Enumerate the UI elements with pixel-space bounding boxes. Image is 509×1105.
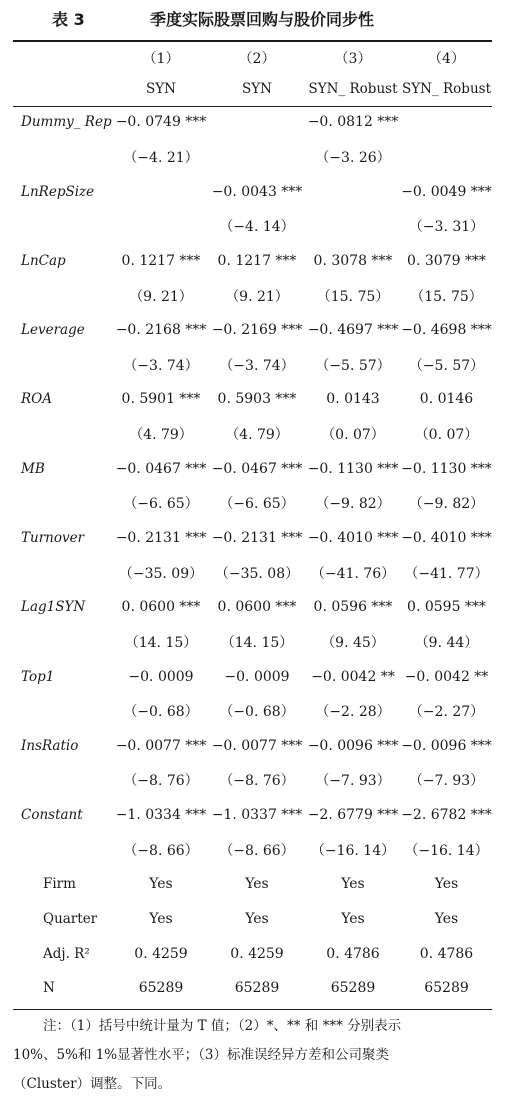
coefficient-cell: 0. 3078 ***: [313, 252, 393, 269]
coefficient-cell: −0. 2168 ***: [115, 322, 207, 339]
row-blank: [13, 417, 113, 452]
coefficient-cell: −0. 0042 **: [311, 668, 395, 685]
t-stat-cell: （4. 79）: [225, 427, 289, 444]
stat-value: 65289: [424, 980, 469, 997]
variable-name: LnRepSize: [21, 183, 95, 200]
coefficient-cell: −0. 2169 ***: [211, 322, 303, 339]
coef-row: [13, 105, 492, 140]
variable-name: Lag1SYN: [21, 599, 86, 616]
t-stat-cell: （−4. 14）: [219, 219, 295, 236]
t-stat-cell: （−3. 31）: [408, 219, 485, 236]
t-stat-cell: （−7. 93）: [315, 773, 391, 790]
note-line: 注：（1）括号中统计量为 T 值；（2）*、** 和 *** 分别表示: [43, 1018, 402, 1034]
t-stat-cell: [401, 140, 492, 175]
row-blank: [13, 278, 113, 313]
variable-name: MB: [21, 460, 45, 477]
t-stat-cell: （−8. 66）: [219, 842, 295, 859]
table-caption: 季度实际股票回购与股价同步性: [150, 10, 375, 29]
coef-row: [13, 521, 492, 556]
t-stat-cell: （−3. 74）: [219, 357, 295, 374]
column-number: （3）: [334, 51, 372, 67]
variable-name: LnCap: [21, 252, 66, 269]
t-stat-cell: [113, 209, 209, 244]
row-blank: [13, 209, 113, 244]
variable-name: Top1: [21, 668, 55, 685]
coef-row: [13, 244, 492, 279]
coefficient-cell: −0. 0077 ***: [211, 737, 303, 754]
coefficient-cell: [305, 174, 401, 209]
stat-value: 0. 4786: [419, 945, 474, 962]
coefficient-cell: 0. 0595 ***: [407, 599, 486, 616]
variable-name: Turnover: [21, 529, 85, 546]
coefficient-cell: 0. 0143: [326, 391, 380, 408]
t-stat-cell: （−16. 14）: [310, 842, 396, 859]
variable-name: Leverage: [21, 322, 85, 339]
stat-row: [13, 902, 492, 937]
row-blank: [13, 832, 113, 867]
row-blank: [13, 486, 113, 521]
stat-value: Yes: [149, 876, 173, 893]
t-stat-cell: （−6. 65）: [219, 496, 295, 513]
coefficient-cell: −0. 1130 ***: [307, 460, 399, 477]
coefficient-cell: −0. 0749 ***: [115, 114, 207, 131]
t-stat-row: [13, 832, 492, 867]
stat-value: 65289: [330, 980, 376, 997]
stat-value: 0. 4786: [326, 945, 380, 962]
variable-name: ROA: [21, 391, 52, 408]
stat-label: Quarter: [43, 910, 98, 927]
top-rule: [13, 40, 492, 42]
stat-value: 65289: [138, 980, 184, 997]
header-blank: [13, 44, 113, 72]
table-title: [0, 4, 509, 30]
t-stat-cell: [209, 140, 305, 175]
t-stat-cell: （−35. 09）: [118, 565, 204, 582]
t-stat-cell: （−2. 27）: [408, 704, 485, 721]
coefficient-cell: 0. 5901 ***: [121, 391, 201, 408]
t-stat-row: [13, 347, 492, 382]
t-stat-row: [13, 763, 492, 798]
dependent-variable: SYN_ Robust: [402, 80, 491, 97]
t-stat-cell: （−0. 68）: [123, 704, 199, 721]
stat-label: Firm: [43, 876, 76, 893]
coefficient-cell: −0. 4698 ***: [401, 322, 492, 339]
t-stat-row: [13, 278, 492, 313]
coefficient-cell: 0. 0596 ***: [313, 599, 393, 616]
coef-row: [13, 451, 492, 486]
coef-row: [13, 174, 492, 209]
coefficient-cell: −0. 0096 ***: [401, 737, 492, 754]
t-stat-cell: （−3. 26）: [315, 149, 391, 166]
t-stat-cell: （−8. 66）: [123, 842, 199, 859]
t-stat-cell: （−2. 28）: [315, 704, 391, 721]
t-stat-row: [13, 625, 492, 660]
t-stat-cell: （−16. 14）: [404, 842, 489, 859]
t-stat-cell: （−3. 74）: [123, 357, 199, 374]
variable-name: Dummy_ Rep: [21, 114, 112, 131]
t-stat-cell: （9. 21）: [225, 288, 289, 305]
t-stat-cell: （−6. 65）: [123, 496, 199, 513]
t-stat-cell: （0. 07）: [414, 427, 479, 444]
column-number: （1）: [142, 51, 180, 67]
stat-value: Yes: [245, 910, 269, 927]
t-stat-cell: （0. 07）: [321, 427, 385, 444]
coefficient-cell: −0. 4010 ***: [307, 529, 399, 546]
coefficient-cell: 0. 1217 ***: [217, 252, 297, 269]
coefficient-cell: −0. 0812 ***: [307, 114, 399, 131]
t-stat-row: [13, 555, 492, 590]
header-row-numbers: [13, 44, 492, 72]
t-stat-cell: （9. 44）: [414, 634, 479, 651]
coef-row: [13, 382, 492, 417]
coefficient-cell: [209, 105, 305, 140]
coefficient-cell: −0. 0009: [128, 668, 194, 685]
coef-row: [13, 313, 492, 348]
coef-row: [13, 798, 492, 833]
t-stat-row: [13, 417, 492, 452]
note-line: （Cluster）调整。下同。: [13, 1076, 172, 1092]
t-stat-row: [13, 694, 492, 729]
regression-table: [13, 44, 492, 1005]
coefficient-cell: −0. 2131 ***: [211, 529, 303, 546]
t-stat-cell: （−4. 21）: [123, 149, 199, 166]
row-blank: [13, 555, 113, 590]
t-stat-cell: （−8. 76）: [219, 773, 295, 790]
stat-value: Yes: [341, 876, 365, 893]
coefficient-cell: −2. 6779 ***: [307, 807, 399, 824]
t-stat-cell: （−7. 93）: [408, 773, 485, 790]
coefficient-cell: −0. 0077 ***: [115, 737, 207, 754]
row-blank: [13, 763, 113, 798]
t-stat-cell: （14. 15）: [220, 634, 294, 651]
coefficient-cell: −0. 1130 ***: [401, 460, 492, 477]
variable-name: InsRatio: [21, 737, 79, 754]
dependent-variable: SYN: [146, 80, 176, 97]
t-stat-cell: （−35. 08）: [214, 565, 300, 582]
stat-value: 0. 4259: [230, 945, 284, 962]
coef-row: [13, 729, 492, 764]
coefficient-cell: [401, 105, 492, 140]
coefficient-cell: −0. 0467 ***: [115, 460, 207, 477]
stat-value: 65289: [234, 980, 280, 997]
coef-row: [13, 659, 492, 694]
header-blank: [13, 72, 113, 105]
stat-value: Yes: [434, 910, 459, 927]
column-number: （4）: [428, 51, 465, 67]
coef-row: [13, 590, 492, 625]
note-line: 10%、5%和 1%显著性水平；（3）标准误经异方差和公司聚类: [13, 1047, 389, 1063]
stat-label: N: [43, 980, 55, 997]
t-stat-cell: （14. 15）: [124, 634, 198, 651]
dependent-variable: SYN_ Robust: [308, 80, 398, 97]
t-stat-cell: （15. 75）: [410, 288, 483, 305]
stat-value: 0. 4259: [134, 945, 188, 962]
row-blank: [13, 694, 113, 729]
coefficient-cell: −0. 2131 ***: [115, 529, 207, 546]
t-stat-cell: （−5. 57）: [408, 357, 485, 374]
coefficient-cell: 0. 0600 ***: [121, 599, 201, 616]
column-number: （2）: [238, 51, 276, 67]
t-stat-cell: （−41. 77）: [404, 565, 489, 582]
coefficient-cell: [113, 174, 209, 209]
t-stat-cell: （15. 75）: [316, 288, 390, 305]
coefficient-cell: −0. 0096 ***: [307, 737, 399, 754]
stat-row: [13, 971, 492, 1006]
table-number: 表 3: [52, 10, 85, 29]
coefficient-cell: 0. 0600 ***: [217, 599, 297, 616]
stat-row: [13, 867, 492, 902]
t-stat-cell: （4. 79）: [129, 427, 193, 444]
stat-value: Yes: [149, 910, 173, 927]
stat-row: [13, 936, 492, 971]
coefficient-cell: −0. 0467 ***: [211, 460, 303, 477]
t-stat-cell: （−9. 82）: [315, 496, 391, 513]
coefficient-cell: −0. 4010 ***: [401, 529, 492, 546]
t-stat-cell: （−9. 82）: [408, 496, 485, 513]
coefficient-cell: −0. 0042 **: [404, 668, 489, 685]
stat-value: Yes: [434, 876, 459, 893]
stat-value: Yes: [245, 876, 269, 893]
table-note: [13, 1012, 492, 1099]
stat-label: Adj. R²: [43, 945, 90, 962]
row-blank: [13, 347, 113, 382]
coefficient-cell: 0. 1217 ***: [121, 252, 201, 269]
variable-name: Constant: [21, 807, 83, 824]
coefficient-cell: −0. 0043 ***: [211, 183, 303, 200]
coefficient-cell: −0. 0049 ***: [401, 183, 492, 200]
header-row-dependent: [13, 72, 492, 105]
t-stat-cell: （9. 45）: [321, 634, 385, 651]
coefficient-cell: 0. 3079 ***: [407, 252, 486, 269]
row-blank: [13, 625, 113, 660]
coefficient-cell: −1. 0334 ***: [115, 807, 207, 824]
t-stat-cell: （−5. 57）: [315, 357, 391, 374]
dependent-variable: SYN: [242, 80, 272, 97]
t-stat-cell: （9. 21）: [129, 288, 193, 305]
stat-value: Yes: [341, 910, 365, 927]
coefficient-cell: −1. 0337 ***: [211, 807, 303, 824]
t-stat-row: [13, 486, 492, 521]
t-stat-cell: （−8. 76）: [123, 773, 199, 790]
t-stat-cell: （−0. 68）: [219, 704, 295, 721]
coefficient-cell: −0. 0009: [224, 668, 290, 685]
coefficient-cell: 0. 5903 ***: [217, 391, 297, 408]
bottom-rule: [13, 1009, 492, 1010]
coefficient-cell: −2. 6782 ***: [401, 807, 492, 824]
coefficient-cell: −0. 4697 ***: [307, 322, 399, 339]
coefficient-cell: 0. 0146: [419, 391, 474, 408]
t-stat-row: [13, 140, 492, 175]
row-blank: [13, 140, 113, 175]
t-stat-cell: [305, 209, 401, 244]
t-stat-cell: （−41. 76）: [310, 565, 396, 582]
t-stat-row: [13, 209, 492, 244]
